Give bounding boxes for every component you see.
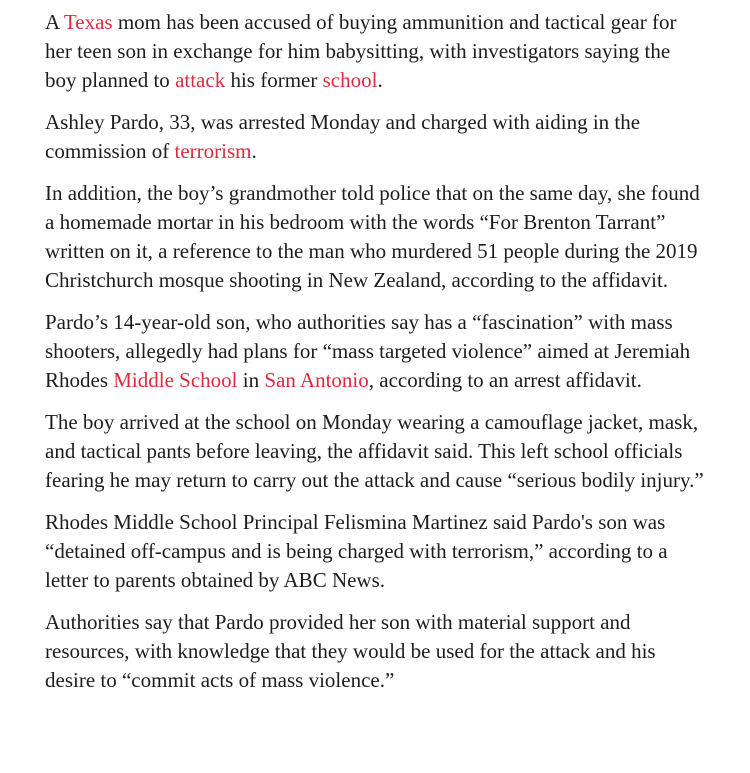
paragraph-text: Rhodes Middle School Principal Felismina Martinez said Pardo's son was “detained off-campus and is being charged with terrorism,” according to a letter to parents obtained by ABC News. [45, 510, 668, 592]
paragraph-text: In addition, the boy’s grandmother told police that on the same day, she found a homemade mortar in his bedroom with the words “For Brenton Tarrant” written on it, a reference to the man who murdered 51 people during the 2019 Christchurch mosque shooting in New Zealand, according to the affidavit. [45, 181, 700, 292]
paragraph-text: , according to an arrest affidavit. [368, 368, 642, 392]
article-paragraph [45, 308, 705, 395]
inline-link[interactable]: school [322, 68, 378, 92]
inline-link[interactable]: Middle School [113, 368, 238, 392]
article-paragraph [45, 8, 705, 95]
paragraph-text: Authorities say that Pardo provided her son with material support and resources, with knowledge that they would be used for the attack and his desire to “commit acts of mass violence.” [45, 610, 656, 692]
article-paragraph [45, 508, 705, 595]
paragraph-text: A [45, 10, 64, 34]
paragraph-text: . [251, 139, 257, 163]
inline-link[interactable]: terrorism [174, 139, 252, 163]
article-paragraph [45, 408, 705, 495]
paragraph-text: Pardo’s 14-year-old son, who authorities say has a “fascination” with mass shooters, allegedly had plans for “mass targeted violence” aimed at Jeremiah Rhodes [45, 310, 691, 392]
paragraph-text: his former [225, 68, 323, 92]
paragraph-text: in [237, 368, 265, 392]
paragraph-text: Ashley Pardo, 33, was arrested Monday and charged with aiding in the commission of [45, 110, 641, 163]
article-paragraph [45, 608, 705, 695]
paragraph-text: mom has been accused of buying ammunition and tactical gear for her teen son in exchange for him babysitting, with investigators saying the boy planned to [45, 10, 677, 92]
article-paragraph [45, 179, 705, 295]
paragraph-text: . [377, 68, 383, 92]
article-paragraph [45, 108, 705, 166]
inline-link[interactable]: Texas [63, 10, 113, 34]
paragraph-text: The boy arrived at the school on Monday wearing a camouflage jacket, mask, and tactical pants before leaving, the affidavit said. This left school officials fearing he may return to carry out the attack and cause “serious bodily injury.” [45, 410, 704, 492]
inline-link[interactable]: San Antonio [264, 368, 369, 392]
inline-link[interactable]: attack [175, 68, 226, 92]
